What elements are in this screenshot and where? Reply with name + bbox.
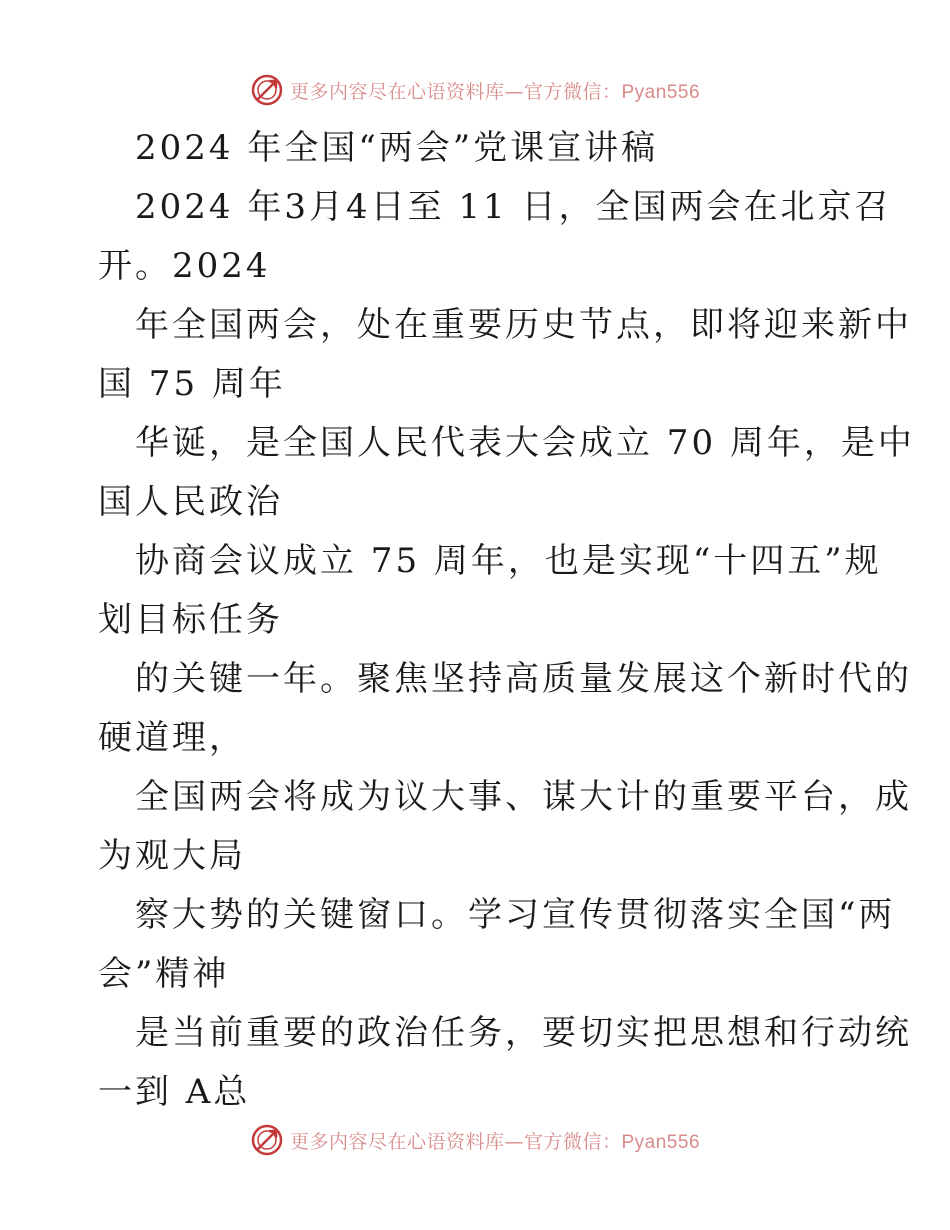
paragraph-line: 的关键一年。聚焦坚持高质量发展这个新时代的 xyxy=(135,659,912,699)
feather-seal-icon xyxy=(250,1123,284,1157)
paragraph-line: 国 75 周年 xyxy=(98,364,286,404)
watermark-text: 更多内容尽在心语资料库—官方微信：Pyan556 xyxy=(289,80,701,103)
paragraph-line: 协商会议成立 75 周年，也是实现“十四五”规 xyxy=(135,541,882,581)
paragraph-line: 全国两会将成为议大事、谋大计的重要平台，成 xyxy=(135,777,912,817)
paragraph-line: 划目标任务 xyxy=(98,600,283,640)
paragraph-line: 硬道理， xyxy=(98,718,246,758)
paragraph-line: 会”精神 xyxy=(98,954,230,994)
watermark-text: 更多内容尽在心语资料库—官方微信：Pyan556 xyxy=(289,1130,701,1153)
footer-watermark xyxy=(0,1122,950,1158)
paragraph-line: 2024 年3月4日至 11 日，全国两会在北京召 xyxy=(135,187,892,227)
paragraph-line: 国人民政治 xyxy=(98,482,283,522)
document-title: 2024 年全国“两会”党课宣讲稿 xyxy=(135,128,659,168)
paragraph-line: 华诞，是全国人民代表大会成立 70 周年，是中 xyxy=(135,423,915,463)
paragraph-line: 为观大局 xyxy=(98,836,246,876)
paragraph-line: 年全国两会，处在重要历史节点，即将迎来新中 xyxy=(135,305,912,345)
paragraph-line: 一到 A总 xyxy=(98,1072,251,1112)
paragraph-line: 是当前重要的政治任务，要切实把思想和行动统 xyxy=(135,1013,912,1053)
feather-seal-icon xyxy=(250,73,284,107)
paragraph-line: 开。2024 xyxy=(98,246,271,286)
header-watermark xyxy=(0,72,950,108)
paragraph-line: 察大势的关键窗口。学习宣传贯彻落实全国“两 xyxy=(135,895,896,935)
